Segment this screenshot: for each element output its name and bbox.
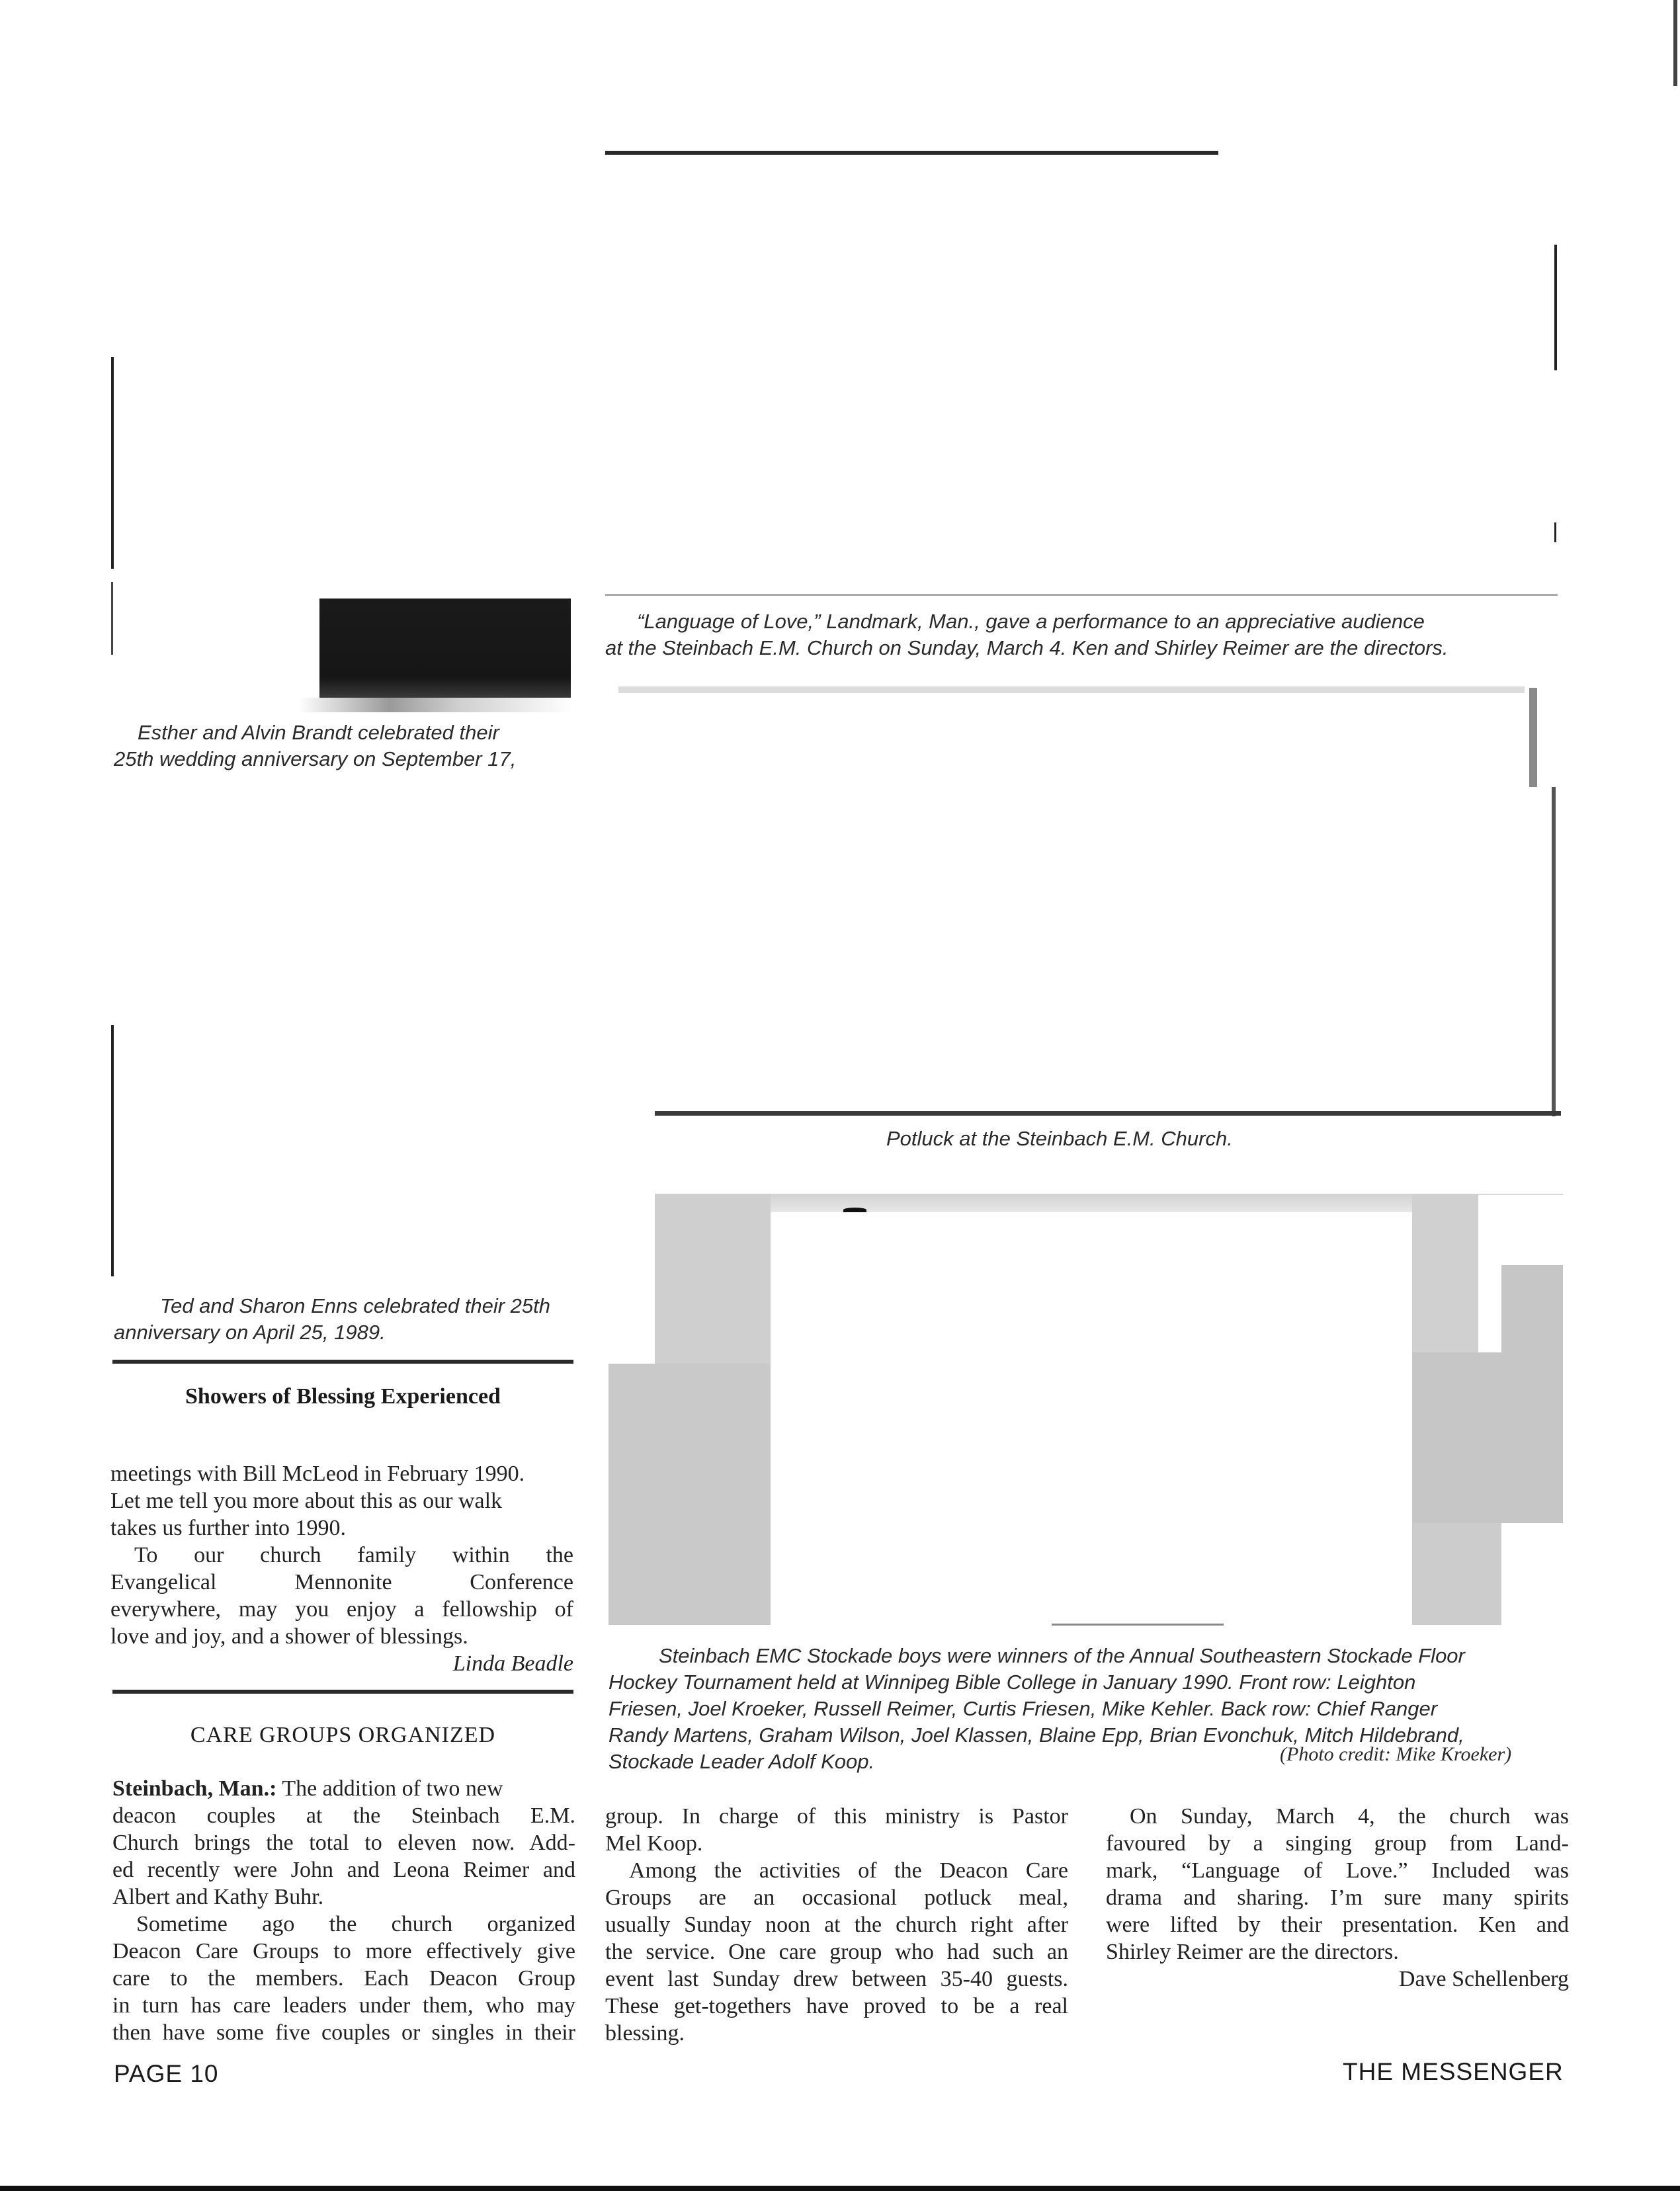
stockade-photo-top-right-white — [1478, 1194, 1563, 1266]
article-line: group. In charge of this ministry is Pastor — [605, 1804, 1068, 1829]
care-groups-signature: Dave Schellenberg — [1398, 1967, 1569, 1991]
caption-line: Esther and Alvin Brandt celebrated their — [138, 721, 499, 744]
scan-edge-right — [1673, 0, 1677, 86]
brandt-photo-edge-lower — [111, 582, 113, 655]
article-line: ed recently were John and Leona Reimer and — [112, 1858, 575, 1882]
care-groups-rule — [112, 1690, 573, 1694]
article-line: drama and sharing. I’m sure many spirits — [1106, 1885, 1569, 1910]
enns-caption — [114, 1293, 577, 1346]
caption-line: Friesen, Joel Kroeker, Russell Reimer, Curtis Friesen, Mike Kehler. Back row: Chief Ranger — [609, 1697, 1438, 1720]
language-photo-bottom — [605, 594, 1558, 596]
stockade-photo-right-upper — [1412, 1194, 1478, 1352]
caption-line: Steinbach EMC Stockade boys were winners of the Annual Southeastern Stockade Floor — [659, 1644, 1465, 1667]
brandt-photo-bottom-strip — [116, 698, 572, 712]
article-line: in turn has care leaders under them, who may — [112, 1993, 575, 2018]
language-photo-edge — [1554, 245, 1557, 370]
scan-edge-bottom — [0, 2186, 1680, 2191]
caption-line: 25th wedding anniversary on September 17, — [114, 747, 517, 770]
showers-article — [110, 1460, 573, 1677]
article-line: event last Sunday drew between 35-40 guests. — [605, 1967, 1068, 1991]
caption-line: Stockade Leader Adolf Koop. — [609, 1750, 875, 1773]
language-photo-edge-lower — [1554, 522, 1556, 542]
potluck-caption — [886, 1126, 1233, 1152]
article-line: Albert and Kathy Buhr. — [112, 1885, 324, 1909]
article-line: Among the activities of the Deacon Care — [629, 1858, 1068, 1883]
article-line: Deacon Care Groups to more effectively give — [112, 1939, 575, 1964]
article-line: the service. One care group who had such an — [605, 1940, 1068, 1964]
brandt-photo — [319, 599, 571, 698]
article-line: favoured by a singing group from Land- — [1106, 1831, 1569, 1856]
article-line: takes us further into 1990. — [110, 1516, 346, 1540]
stockade-photo-credit: (Photo credit: Mike Kroeker) — [1280, 1743, 1512, 1765]
article-line: care to the members. Each Deacon Group — [112, 1966, 575, 1991]
caption-line: “Language of Love,” Landmark, Man., gave a performance to an appreciative audience — [637, 610, 1425, 633]
stockade-photo-right-edge — [1501, 1265, 1563, 1523]
article-line: blessing. — [605, 2021, 685, 2046]
article-line: Shirley Reimer are the directors. — [1106, 1940, 1399, 1964]
language-of-love-caption — [605, 608, 1561, 661]
care-groups-col2 — [605, 1803, 1068, 2047]
article-line: Church brings the total to eleven now. Add- — [112, 1831, 575, 1855]
potluck-photo-bottom — [655, 1111, 1561, 1116]
brandt-caption — [114, 720, 577, 772]
article-line: Mel Koop. — [605, 1831, 703, 1856]
care-groups-heading: CARE GROUPS ORGANIZED — [190, 1723, 496, 1747]
stockade-photo-top-strip — [771, 1194, 1412, 1212]
caption-line: Ted and Sharon Enns celebrated their 25th — [160, 1294, 550, 1317]
caption-line: Potluck at the Steinbach E.M. Church. — [886, 1127, 1233, 1150]
article-line: then have some five couples or singles in their — [112, 2020, 575, 2045]
article-line: On Sunday, March 4, the church was — [1130, 1804, 1569, 1829]
showers-signature: Linda Beadle — [452, 1651, 573, 1676]
article-line: meetings with Bill McLeod in February 1990. — [110, 1462, 525, 1486]
stockade-photo-left-lower — [609, 1364, 771, 1625]
article-line — [112, 1775, 575, 1802]
stockade-photo-white-area — [771, 1212, 1412, 1625]
caption-line: Randy Martens, Graham Wilson, Joel Klassen, Blaine Epp, Brian Evonchuk, Mitch Hildebrand, — [609, 1723, 1464, 1747]
caption-line: at the Steinbach E.M. Church on Sunday, March 4. Ken and Shirley Reimer are the directors. — [605, 636, 1449, 659]
top-rule — [605, 151, 1218, 155]
article-line: usually Sunday noon at the church right after — [605, 1913, 1068, 1937]
article-line: Evangelical Mennonite Conference — [110, 1570, 573, 1594]
care-groups-col3 — [1106, 1803, 1569, 1993]
article-text: The addition of two new — [282, 1776, 503, 1801]
article-line: everywhere, may you enjoy a fellowship of — [110, 1597, 573, 1622]
article-line: These get-togethers have proved to be a real — [605, 1994, 1068, 2018]
article-line: Groups are an occasional potluck meal, — [605, 1885, 1068, 1910]
publication-name: THE MESSENGER — [1343, 2058, 1564, 2085]
care-groups-col1 — [112, 1775, 575, 2046]
article-line: deacon couples at the Steinbach E.M. — [112, 1803, 575, 1828]
potluck-photo-top — [618, 686, 1525, 693]
dateline: Steinbach, Man.: — [112, 1776, 277, 1801]
showers-heading: Showers of Blessing Experienced — [185, 1384, 501, 1409]
stockade-photo-bottom — [1052, 1624, 1224, 1626]
article-line: Let me tell you more about this as our walk — [110, 1489, 503, 1513]
enns-photo-edge — [111, 1025, 114, 1276]
potluck-photo-right-edge-lower — [1552, 787, 1556, 1116]
article-line: love and joy, and a shower of blessings. — [110, 1624, 468, 1649]
potluck-photo-right-edge — [1529, 688, 1537, 787]
brandt-photo-edge — [111, 357, 114, 569]
caption-line: Hockey Tournament held at Winnipeg Bible College in January 1990. Front row: Leighton — [609, 1671, 1416, 1694]
stockade-photo-bottom-right-white — [1501, 1523, 1563, 1625]
stockade-photo-mark — [843, 1208, 866, 1212]
article-line: were lifted by their presentation. Ken and — [1106, 1913, 1569, 1937]
article-line: To our church family within the — [134, 1543, 573, 1567]
stockade-photo-right-lower — [1412, 1523, 1501, 1625]
article-line: mark, “Language of Love.” Included was — [1106, 1858, 1569, 1883]
showers-rule — [112, 1360, 573, 1364]
article-line: Sometime ago the church organized — [136, 1912, 575, 1936]
stockade-photo-left-upper — [655, 1194, 771, 1366]
caption-line: anniversary on April 25, 1989. — [114, 1321, 386, 1344]
page-number: PAGE 10 — [114, 2060, 219, 2087]
